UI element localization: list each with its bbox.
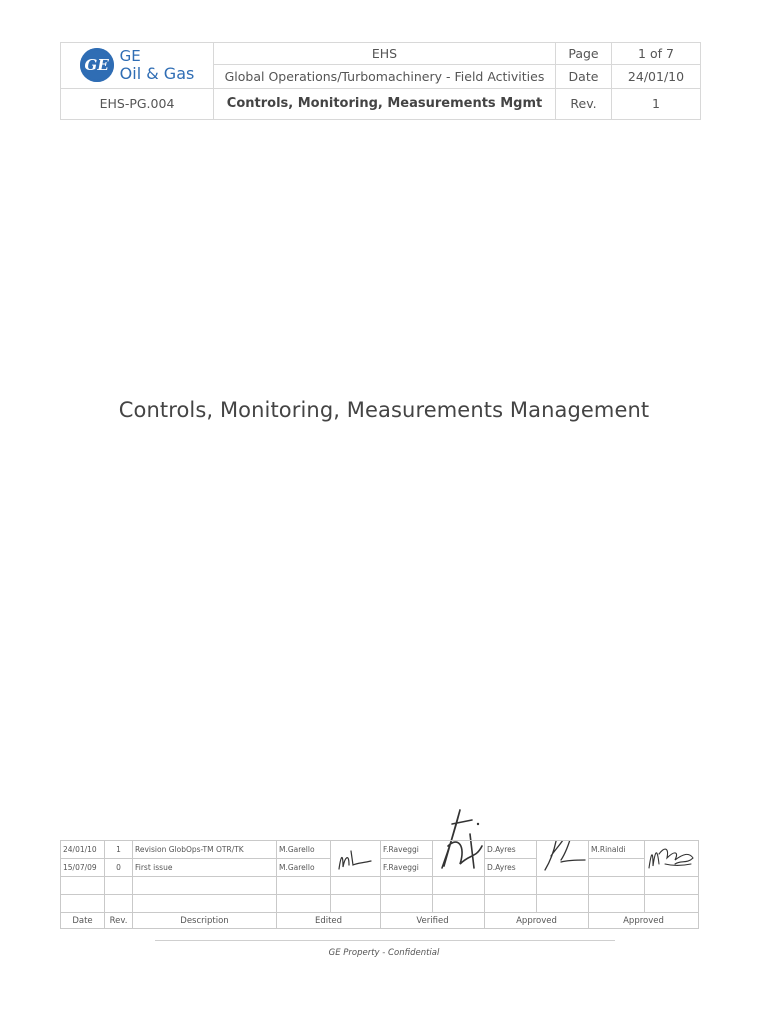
- rev-row-date: 15/07/09: [61, 859, 105, 877]
- approved2-signature-cell: [645, 841, 699, 877]
- revision-row: [61, 841, 699, 859]
- brand-line1: GE: [119, 47, 141, 66]
- ge-monogram-icon: GE: [80, 48, 114, 82]
- date-value: 24/01/10: [612, 65, 701, 88]
- approved1-signature-cell: [537, 841, 589, 877]
- logo-cell: [61, 43, 214, 89]
- rev-row-rev: 1: [105, 841, 133, 859]
- col-header-rev: Rev.: [105, 913, 133, 929]
- approved1-signature: [537, 841, 587, 876]
- rev-row-approved1: D.Ayres: [485, 859, 537, 877]
- doc-code: EHS-PG.004: [61, 88, 214, 119]
- approved2-signature: [645, 841, 697, 874]
- rev-row-date: 24/01/10: [61, 841, 105, 859]
- header-department: Global Operations/Turbomachinery - Field Activities: [214, 65, 556, 88]
- rev-label: Rev.: [556, 88, 612, 119]
- col-header-date: Date: [61, 913, 105, 929]
- doc-subject: Controls, Monitoring, Measurements Mgmt: [214, 88, 556, 119]
- rev-row-description: Revision GlobOps-TM OTR/TK: [133, 841, 277, 859]
- page-value: 1 of 7: [612, 43, 701, 65]
- col-header-description: Description: [133, 913, 277, 929]
- rev-row-description: First issue: [133, 859, 277, 877]
- col-header-approved2: Approved: [589, 913, 699, 929]
- rev-row-verified: F.Raveggi: [381, 841, 433, 859]
- brand-line2: Oil & Gas: [119, 63, 195, 83]
- brand-name: [120, 48, 195, 82]
- rev-row-edited: M.Garello: [277, 859, 331, 877]
- header-category: EHS: [214, 43, 556, 65]
- rev-row-approved1: D.Ayres: [485, 841, 537, 859]
- revision-row-empty: [61, 877, 699, 895]
- rev-row-approved2: [589, 859, 645, 877]
- rev-row-edited: M.Garello: [277, 841, 331, 859]
- revision-row-empty: [61, 895, 699, 913]
- verified-signature-cell: [433, 841, 485, 877]
- date-label: Date: [556, 65, 612, 88]
- col-header-approved1: Approved: [485, 913, 589, 929]
- col-header-verified: Verified: [381, 913, 485, 929]
- document-title: Controls, Monitoring, Measurements Management: [118, 398, 650, 422]
- revision-table-header-row: [61, 913, 699, 929]
- footer-confidential: GE Property - Confidential: [328, 948, 440, 958]
- page-label: Page: [556, 43, 612, 65]
- edited-signature: [331, 843, 379, 875]
- rev-row-rev: 0: [105, 859, 133, 877]
- rev-row-approved2: M.Rinaldi: [589, 841, 645, 859]
- document-header-table: [60, 42, 701, 120]
- rev-row-verified: F.Raveggi: [381, 859, 433, 877]
- col-header-edited: Edited: [277, 913, 381, 929]
- rev-value: 1: [612, 88, 701, 119]
- revision-table: [60, 840, 699, 929]
- footer-divider: [155, 940, 615, 941]
- edited-signature-cell: [331, 841, 381, 877]
